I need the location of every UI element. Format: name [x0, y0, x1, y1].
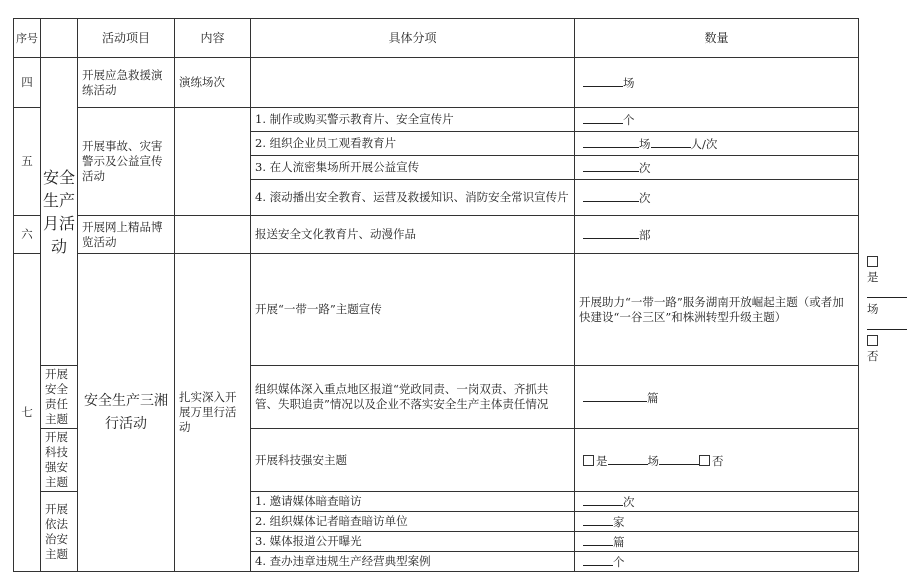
fill-blank[interactable]: [583, 159, 639, 172]
fill-blank[interactable]: [583, 135, 639, 148]
header-project: 活动项目: [78, 19, 175, 58]
quantity-cell: [575, 429, 859, 492]
unit-label: 次: [639, 161, 651, 175]
quantity-cell: [575, 532, 859, 552]
table-row: [14, 216, 859, 254]
unit-label: 场: [647, 453, 659, 468]
quantity-cell: [575, 132, 859, 156]
checkbox-no[interactable]: [867, 335, 878, 346]
seq-cell: 七: [14, 254, 41, 572]
yes-label: 是: [596, 453, 608, 468]
unit-label: 次: [639, 191, 651, 205]
yes-label: 是: [867, 270, 879, 284]
fill-blank[interactable]: [867, 317, 907, 330]
detail-cell: 1. 邀请媒体暗查暗访: [251, 492, 575, 512]
project-cell: 开展事故、灾害警示及公益宣传活动: [78, 108, 175, 216]
detail-cell: 3. 在人流密集场所开展公益宣传: [251, 156, 575, 180]
unit-label: 场: [639, 137, 651, 151]
header-empty: [41, 19, 78, 58]
unit-label: 家: [613, 515, 625, 529]
header-row: [14, 19, 859, 58]
fill-blank[interactable]: [583, 553, 613, 566]
content-cell: 开展科技强安主题: [41, 429, 78, 492]
fill-blank[interactable]: [583, 226, 639, 239]
header-quantity: 数量: [575, 19, 859, 58]
fill-blank[interactable]: [651, 135, 691, 148]
quantity-cell: [575, 366, 859, 429]
unit-label: 篇: [613, 535, 625, 549]
quantity-cell: [575, 156, 859, 180]
quantity-cell: [575, 216, 859, 254]
project-cell: 扎实深入开展万里行活动: [175, 254, 251, 572]
table-row: [14, 254, 859, 366]
group-label: 安全生产月活动: [42, 167, 75, 256]
fill-blank[interactable]: [659, 452, 699, 465]
header-content: 内容: [175, 19, 251, 58]
project-cell: 开展应急救援演练活动: [78, 58, 175, 108]
unit-label: 场: [623, 76, 635, 90]
unit-label: 个: [623, 113, 635, 127]
header-detail: 具体分项: [251, 19, 575, 58]
fill-blank[interactable]: [867, 285, 907, 298]
detail-cell: 开展科技强安主题: [251, 429, 575, 492]
fill-blank[interactable]: [583, 74, 623, 87]
quantity-cell: [575, 108, 859, 132]
content-cell: 开展安全责任主题: [41, 366, 78, 429]
no-label: 否: [867, 349, 879, 363]
detail-cell: 组织媒体深入重点地区报道“党政同责、一岗双责、齐抓共管、失职追责”情况以及企业不落实安全生产主体责任情况: [251, 366, 575, 429]
group-label: 安全生产三湘行活动: [84, 392, 168, 432]
content-cell: [175, 108, 251, 216]
table-row: [14, 58, 859, 108]
content-cell: 开展“一带一路”主题宣传: [251, 254, 575, 366]
detail-cell: 报送安全文化教育片、动漫作品: [251, 216, 575, 254]
content-cell: 开展依法治安主题: [41, 492, 78, 572]
detail-cell: 2. 组织企业员工观看教育片: [251, 132, 575, 156]
quantity-cell: [575, 512, 859, 532]
header-seq: 序号: [14, 19, 41, 58]
fill-blank[interactable]: [583, 493, 623, 506]
content-cell: [175, 216, 251, 254]
quantity-cell: [575, 492, 859, 512]
seq-cell: 四: [14, 58, 41, 108]
project-cell: 开展网上精品博览活动: [78, 216, 175, 254]
fill-blank[interactable]: [608, 452, 648, 465]
fill-blank[interactable]: [583, 533, 613, 546]
detail-cell: [251, 58, 575, 108]
table-row: [14, 108, 859, 132]
unit-label: 场: [867, 302, 879, 316]
fill-blank[interactable]: [583, 513, 613, 526]
unit-label: 次: [623, 495, 635, 509]
quantity-cell: [575, 58, 859, 108]
detail-cell: 开展助力“一带一路”服务湖南开放崛起主题（或者加快建设“一谷三区”和株洲转型升级主题）: [575, 254, 859, 366]
no-label: 否: [712, 453, 724, 468]
checkbox-yes[interactable]: [867, 256, 878, 267]
quantity-cell: [575, 180, 859, 216]
seq-cell: 六: [14, 216, 41, 254]
quantity-cell: [575, 552, 859, 572]
unit-label: 人/次: [690, 137, 718, 151]
group-safety-month: [41, 58, 78, 366]
checkbox-no[interactable]: [699, 455, 710, 466]
fill-blank[interactable]: [583, 111, 623, 124]
content-cell: 演练场次: [175, 58, 251, 108]
group-three-hunan: [78, 254, 175, 572]
detail-cell: 1. 制作或购买警示教育片、安全宣传片: [251, 108, 575, 132]
unit-label: 部: [639, 228, 651, 242]
fill-blank[interactable]: [583, 389, 647, 402]
detail-cell: 4. 滚动播出安全教育、运营及救援知识、消防安全常识宣传片: [251, 180, 575, 216]
unit-label: 篇: [647, 390, 659, 405]
detail-cell: 4. 查办违章违规生产经营典型案例: [251, 552, 575, 572]
fill-blank[interactable]: [583, 189, 639, 202]
activity-table: [13, 18, 879, 572]
checkbox-yes[interactable]: [583, 455, 594, 466]
unit-label: 个: [613, 555, 625, 569]
detail-cell: 3. 媒体报道公开曝光: [251, 532, 575, 552]
seq-cell: 五: [14, 108, 41, 216]
detail-cell: 2. 组织媒体记者暗查暗访单位: [251, 512, 575, 532]
